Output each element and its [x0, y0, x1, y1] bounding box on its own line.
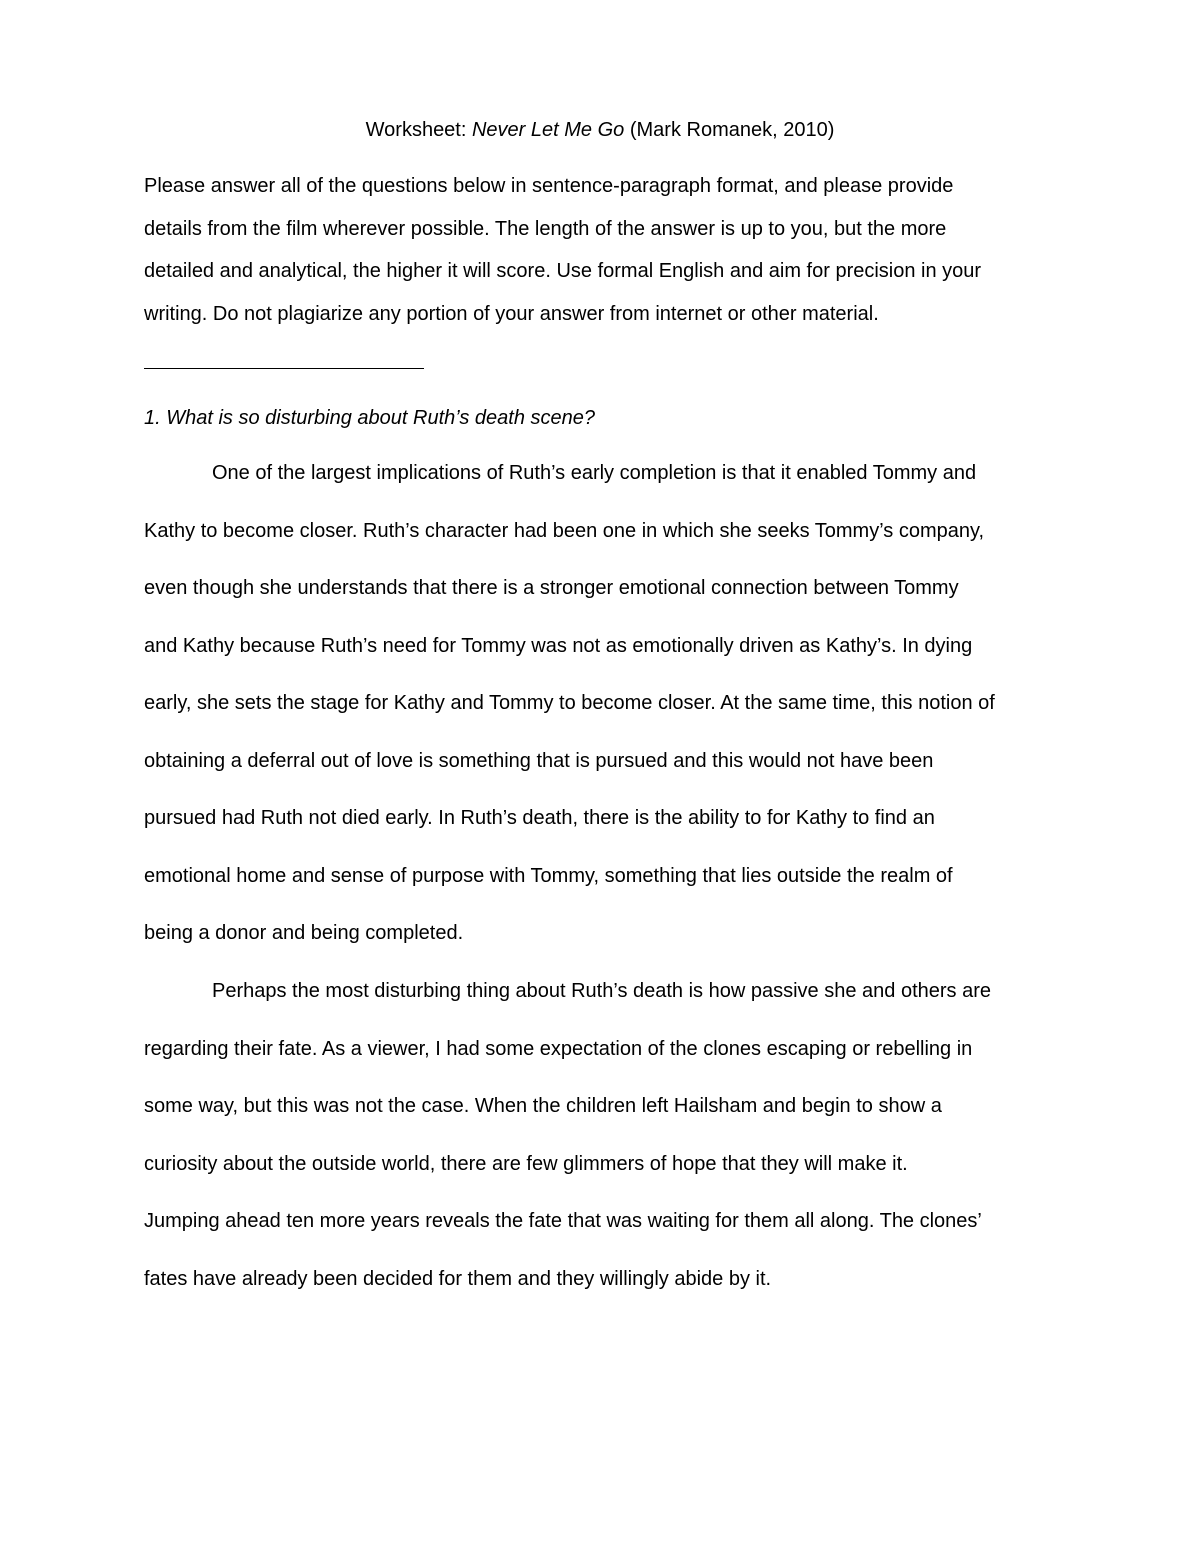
answer-line: and Kathy because Ruth’s need for Tommy was not as emotionally driven as Kathy’s. In dying: [144, 634, 973, 657]
answer-paragraph-2: [144, 977, 1074, 1322]
answer-line: curiosity about the outside world, there are few glimmers of hope that they will make it.: [144, 1152, 908, 1175]
answer-line: early, she sets the stage for Kathy and Tommy to become closer. At the same time, this notion of: [144, 692, 995, 714]
answer-line: fates have already been decided for them and they willingly abide by it.: [144, 1267, 772, 1290]
answer-line: obtaining a deferral out of love is something that is pursued and this would not have been: [144, 749, 934, 772]
title-film-name: Never Let Me Go: [471, 119, 625, 141]
answer-line: Jumping ahead ten more years reveals the fate that was waiting for them all along. The clones’: [144, 1210, 982, 1232]
answer-line: One of the largest implications of Ruth’s early completion is that it enabled Tommy and: [212, 462, 977, 484]
instructions-line: writing. Do not plagiarize any portion of your answer from internet or other material.: [144, 302, 879, 325]
worksheet-title: [0, 116, 1200, 144]
answer-line: pursued had Ruth not died early. In Ruth’s death, there is the ability to for Kathy to find an: [144, 807, 935, 829]
answer-line: being a donor and being completed.: [144, 922, 464, 944]
question-heading: 1. What is so disturbing about Ruth’s death scene?: [144, 407, 596, 429]
answer-line: Kathy to become closer. Ruth’s character had been one in which she seeks Tommy’s company,: [144, 519, 985, 542]
title-suffix: (Mark Romanek, 2010): [624, 119, 835, 141]
answer-line: regarding their fate. As a viewer, I had some expectation of the clones escaping or rebelling in: [144, 1037, 973, 1060]
answer-line: emotional home and sense of purpose with Tommy, something that lies outside the realm of: [144, 864, 953, 887]
answer-line: Perhaps the most disturbing thing about Ruth’s death is how passive she and others are: [212, 980, 991, 1002]
title-prefix: Worksheet:: [365, 119, 472, 141]
instructions-paragraph: [144, 172, 1074, 342]
instructions-line: detailed and analytical, the higher it will score. Use formal English and aim for precision in your: [144, 260, 982, 282]
separator-rule: [144, 368, 424, 369]
answer-paragraph-1: [144, 459, 1074, 977]
answer-line: some way, but this was not the case. When the children left Hailsham and begin to show a: [144, 1095, 942, 1117]
instructions-line: details from the film wherever possible. The length of the answer is up to you, but the more: [144, 217, 947, 240]
answer-line: even though she understands that there is a stronger emotional connection between Tommy: [144, 577, 959, 599]
instructions-line: Please answer all of the questions below in sentence-paragraph format, and please provide: [144, 175, 954, 197]
